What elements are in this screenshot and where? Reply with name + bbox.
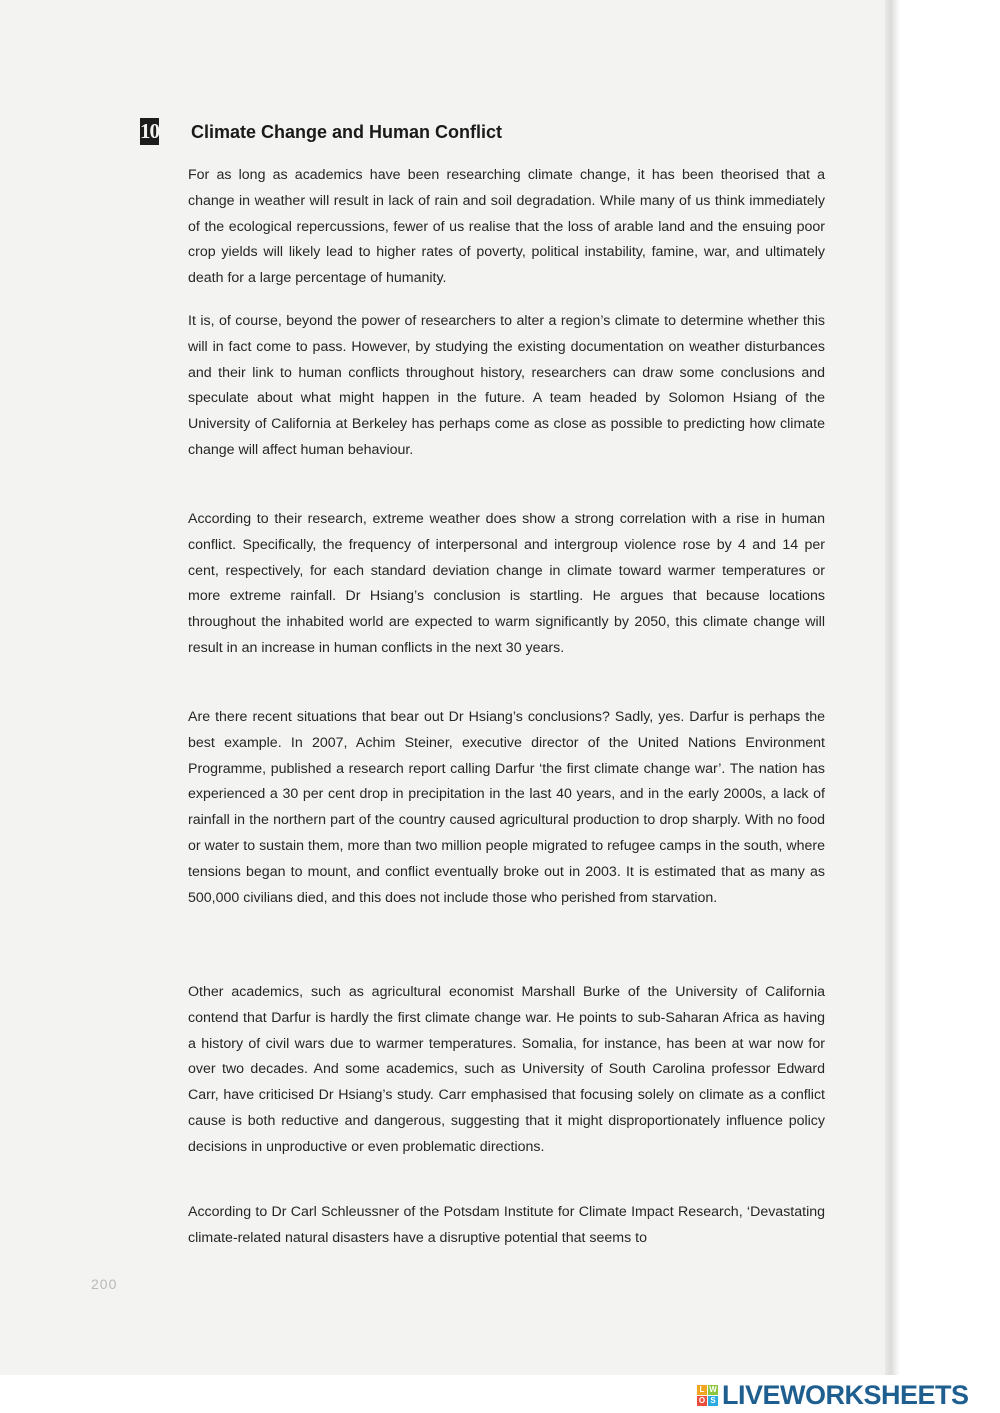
logo-tile-s: S (708, 1396, 718, 1406)
page-number: 200 (91, 1276, 118, 1292)
paragraph-3: According to their research, extreme weather does show a strong correlation with a rise in human conflict. Specifically, the frequency of interpersonal and intergroup violence rose by 4 and 14 per cent, respectively, for each standard deviation change in climate toward warmer temperatures or more extreme rainfall. Dr Hsiang’s conclusion is startling. He argues that because locations throughout the inhabited world are expected to warm significantly by 2050, this climate change will result in an increase in human conflicts in the next 30 years. (188, 511, 825, 656)
section-number-badge: 10 (140, 119, 159, 143)
liveworksheets-logo-icon (697, 1385, 718, 1406)
liveworksheets-logo-text: LIVEWORKSHEETS (722, 1379, 969, 1410)
paragraph-2: It is, of course, beyond the power of researchers to alter a region’s climate to determine whether this will in fact come to pass. However, by studying the existing documentation on weather disturbances and their link to human conflicts throughout history, researchers can draw some conclusions and speculate about what might happen in the future. A team headed by Solomon Hsiang of the University of California at Berkeley has perhaps come as close as possible to predicting how climate change will affect human behaviour. (188, 313, 825, 458)
page-edge-shadow (885, 0, 900, 1375)
logo-tile-l: L (697, 1385, 707, 1395)
section-title: Climate Change and Human Conflict (191, 122, 503, 142)
paragraph-4: Are there recent situations that bear out Dr Hsiang’s conclusions? Sadly, yes. Darfur is perhaps the best example. In 2007, Achim Steiner, executive director of the United Nations Environment Programme, published a research report calling Darfur ‘the first climate change war’. The nation has experienced a 30 per cent drop in precipitation in the last 40 years, and in the early 2000s, a lack of rainfall in the northern part of the country caused agricultural production to drop sharply. With no food or water to sustain them, more than two million people migrated to refugee camps in the south, where tensions began to mount, and conflict eventually broke out in 2003. It is estimated that as many as 500,000 civilians died, and this does not include those who perished from starvation. (188, 709, 825, 906)
paragraph-5: Other academics, such as agricultural economist Marshall Burke of the University of California contend that Darfur is hardly the first climate change war. He points to sub-Saharan Africa as having a history of civil wars due to warmer temperatures. Somalia, for instance, has been at war now for over two decades. And some academics, such as University of South Carolina professor Edward Carr, have criticised Dr Hsiang’s study. Carr emphasised that focusing solely on climate as a conflict cause is both reductive and dangerous, suggesting that it might disproportionately influence policy decisions in unproductive or even problematic directions. (188, 984, 825, 1155)
paragraph-1: For as long as academics have been researching climate change, it has been theorised that a change in weather will result in lack of rain and soil degradation. While many of us think immediately of the ecological repercussions, fewer of us realise that the loss of arable land and the ensuing poor crop yields will likely lead to higher rates of poverty, political instability, famine, war, and ultimately death for a large percentage of humanity. (188, 167, 825, 287)
paragraph-6: According to Dr Carl Schleussner of the Potsdam Institute for Climate Impact Research, ‘Devastating climate-related natural disasters have a disruptive potential that seems to (188, 1204, 825, 1246)
logo-tile-o: O (698, 1395, 706, 1405)
liveworksheets-watermark (697, 1378, 969, 1412)
logo-tile-w: W (709, 1384, 717, 1394)
